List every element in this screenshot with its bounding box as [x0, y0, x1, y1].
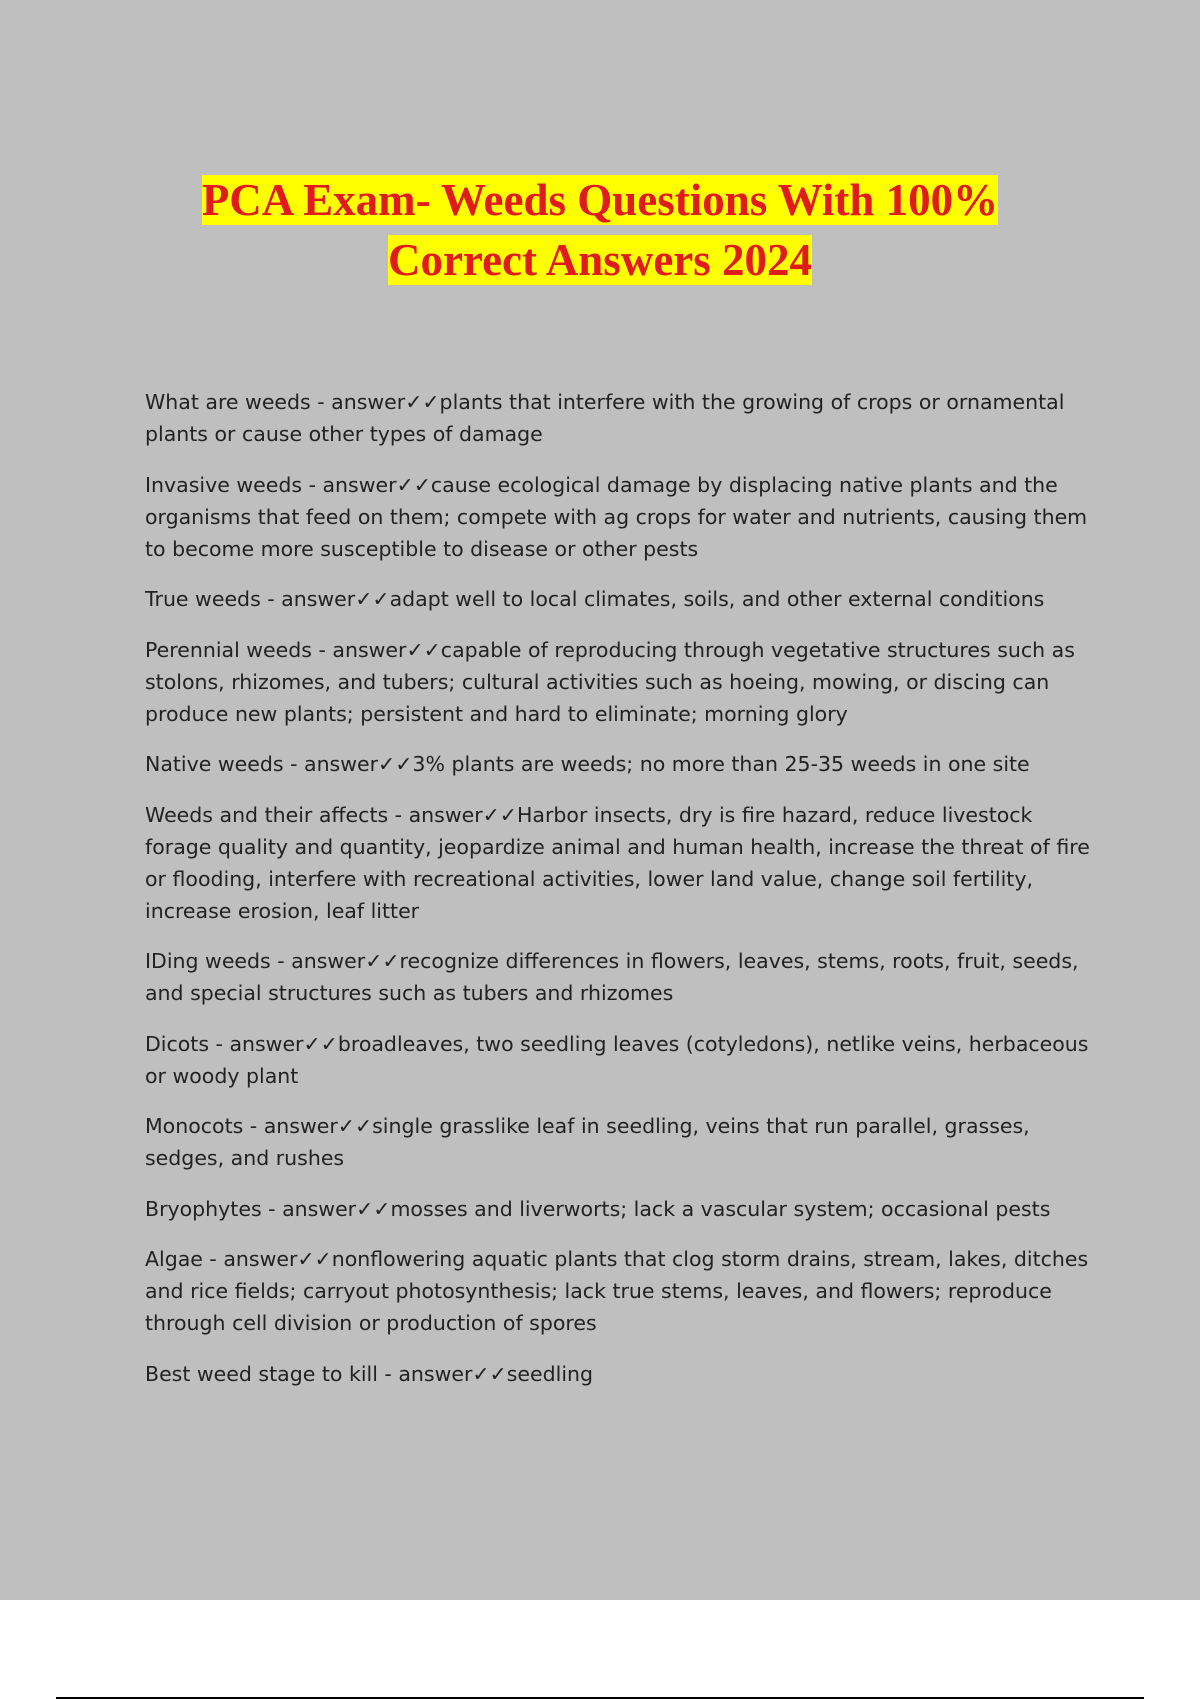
qa-item: Bryophytes - answer✓✓mosses and liverworts; lack a vascular system; occasional pests [145, 1196, 1051, 1221]
qa-item: Best weed stage to kill - answer✓✓seedling [145, 1361, 594, 1386]
qa-item: Native weeds - answer✓✓3% plants are weeds; no more than 25-35 weeds in one site [145, 752, 1030, 776]
qa-item: Invasive weeds - answer✓✓cause ecological damage by displacing native plants and the organisms that feed on them; compete with ag crops for water and nutrients, causing them to become more susceptible to disease or other pests [145, 472, 1088, 561]
qa-item: What are weeds - answer✓✓plants that interfere with the growing of crops or ornamental plants or cause other types of damage [145, 390, 1065, 446]
qa-item: Algae - answer✓✓nonflowering aquatic plants that clog storm drains, stream, lakes, ditches and rice fields; carryout photosynthesis; lack true stems, leaves, and flowers; reproduce through cell division or production of spores [145, 1247, 1089, 1335]
qa-item: True weeds - answer✓✓adapt well to local climates, soils, and other external conditions [145, 587, 1045, 611]
footer-divider [56, 1697, 1144, 1699]
qa-item: IDing weeds - answer✓✓recognize differences in flowers, leaves, stems, roots, fruit, seeds, and special structures such as tubers and rhizomes [145, 949, 1079, 1005]
qa-list [145, 386, 1090, 1408]
qa-item: Perennial weeds - answer✓✓capable of reproducing through vegetative structures such as stolons, rhizomes, and tubers; cultural activities such as hoeing, mowing, or discing can produce new plants; persistent and hard to eliminate; morning glory [145, 637, 1075, 726]
qa-item: Monocots - answer✓✓single grasslike leaf in seedling, veins that run parallel, grasses, sedges, and rushes [145, 1114, 1030, 1170]
title-line-2: Correct Answers 2024 [387, 235, 813, 285]
document-title [0, 170, 1200, 290]
qa-item: Weeds and their affects - answer✓✓Harbor insects, dry is fire hazard, reduce livestock forage quality and quantity, jeopardize animal and human health, increase the threat of fire or flooding, interfere with recreational activities, lower land value, change soil fertility, increase erosion, leaf litter [145, 802, 1090, 923]
title-line-1: PCA Exam- Weeds Questions With 100% [201, 175, 999, 225]
qa-item: Dicots - answer✓✓broadleaves, two seedling leaves (cotyledons), netlike veins, herbaceous or woody plant [145, 1031, 1089, 1088]
